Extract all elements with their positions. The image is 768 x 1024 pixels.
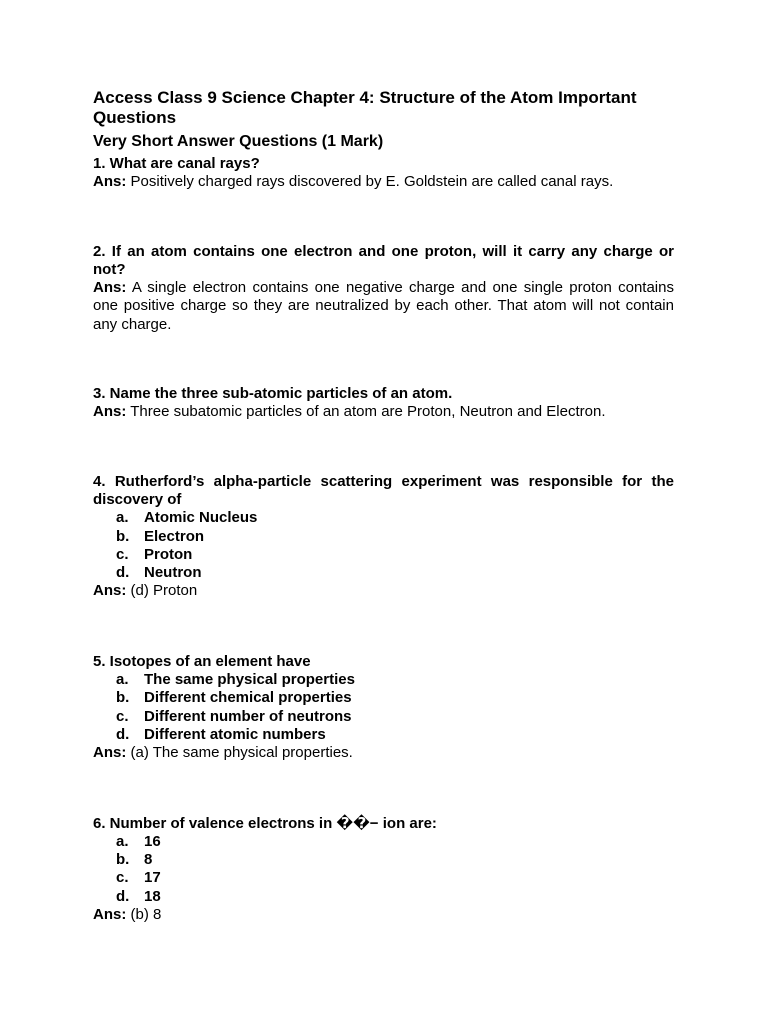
spacer	[93, 334, 674, 385]
option-letter: b.	[116, 527, 130, 545]
option-item	[93, 509, 674, 527]
option-text: The same physical properties	[144, 671, 355, 689]
question-block-4	[93, 473, 674, 601]
option-letter: c.	[116, 707, 129, 725]
option-letter: a.	[116, 509, 129, 527]
option-item	[93, 888, 674, 906]
option-letter: b.	[116, 851, 130, 869]
spacer	[93, 192, 674, 243]
answer-text	[93, 744, 674, 762]
answer-text	[93, 403, 674, 421]
option-item	[93, 689, 674, 707]
question-text: 6. Number of valence electrons in ��− ion are:	[93, 814, 437, 832]
question-block-5	[93, 653, 674, 763]
option-letter: d.	[116, 725, 130, 743]
question-block-1	[93, 155, 674, 192]
option-list	[93, 671, 674, 744]
answer-body: (b) 8	[126, 906, 162, 924]
question-block-2	[93, 243, 674, 334]
question-text: 2. If an atom contains one electron and one proton, will it carry any charge or not?	[93, 242, 674, 278]
option-text: Different chemical properties	[144, 689, 352, 707]
option-text: Neutron	[144, 564, 202, 582]
answer-label: Ans:	[93, 906, 127, 924]
answer-body: Positively charged rays discovered by E. Goldstein are called canal rays.	[126, 173, 614, 191]
question-block-6	[93, 815, 674, 925]
option-text: 8	[144, 851, 153, 869]
option-text: 18	[144, 887, 161, 905]
option-letter: d.	[116, 564, 130, 582]
option-item	[93, 869, 674, 887]
spacer	[93, 601, 674, 653]
option-text: Atomic Nucleus	[144, 509, 258, 527]
option-item	[93, 708, 674, 726]
option-item	[93, 564, 674, 582]
answer-label: Ans:	[93, 582, 127, 600]
document-page	[93, 88, 674, 924]
option-item	[93, 671, 674, 689]
option-letter: b.	[116, 689, 130, 707]
answer-body: A single electron contains one negative charge and one single proton contains one positive charge so they are neutralized by each other. That atom will not contain any charge.	[93, 279, 674, 333]
option-text: Different atomic numbers	[144, 725, 326, 743]
option-item	[93, 546, 674, 564]
page-title: Access Class 9 Science Chapter 4: Structure of the Atom Important Questions	[93, 88, 637, 127]
question-text: 1. What are canal rays?	[93, 155, 260, 172]
option-letter: a.	[116, 832, 129, 850]
answer-body: (a) The same physical properties.	[126, 744, 353, 762]
answer-label: Ans:	[93, 744, 127, 762]
answer-text	[93, 279, 674, 334]
answer-body: Three subatomic particles of an atom are Proton, Neutron and Electron.	[126, 403, 606, 421]
option-letter: a.	[116, 671, 129, 689]
option-item	[93, 851, 674, 869]
option-text: 16	[144, 832, 161, 850]
option-letter: c.	[116, 545, 129, 563]
option-item	[93, 528, 674, 546]
option-item	[93, 726, 674, 744]
question-block-3	[93, 385, 674, 422]
spacer	[93, 422, 674, 473]
question-text: 3. Name the three sub-atomic particles of an atom.	[93, 385, 453, 403]
section-title: Very Short Answer Questions (1 Mark)	[93, 133, 384, 150]
question-text: 4. Rutherford’s alpha-particle scattering experiment was responsible for the discovery of	[93, 472, 674, 508]
question-text: 5. Isotopes of an element have	[93, 652, 311, 670]
answer-label: Ans:	[93, 173, 127, 191]
option-text: 17	[144, 869, 161, 887]
option-item	[93, 833, 674, 851]
option-list	[93, 833, 674, 906]
answer-label: Ans:	[93, 403, 127, 421]
spacer	[93, 763, 674, 815]
option-list	[93, 509, 674, 582]
answer-text	[93, 582, 674, 600]
option-letter: c.	[116, 869, 129, 887]
answer-label: Ans:	[93, 279, 127, 297]
answer-text	[93, 906, 674, 924]
option-text: Proton	[144, 545, 193, 563]
option-letter: d.	[116, 887, 130, 905]
option-text: Electron	[144, 527, 205, 545]
answer-body: (d) Proton	[126, 582, 198, 600]
answer-text	[93, 173, 674, 191]
option-text: Different number of neutrons	[144, 707, 352, 725]
